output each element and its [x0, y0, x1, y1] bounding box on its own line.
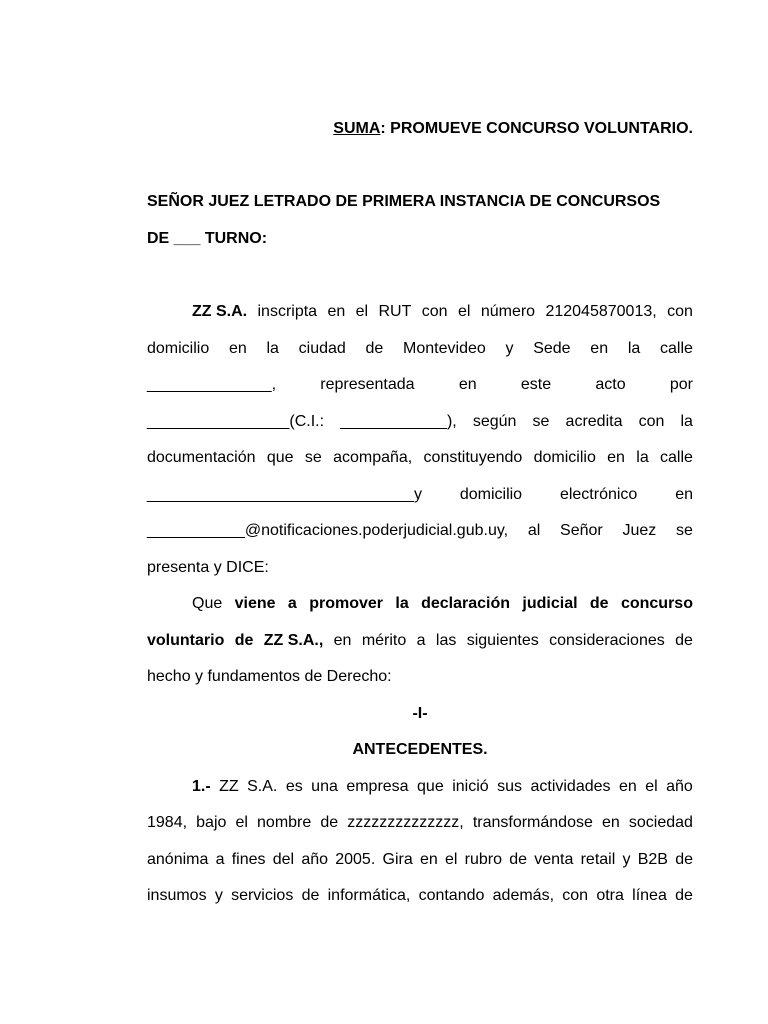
word: número	[480, 303, 536, 320]
word: S.A.	[247, 778, 278, 795]
word: el	[444, 851, 458, 868]
word: en	[607, 449, 625, 466]
word: en	[327, 303, 346, 320]
word: el	[355, 303, 369, 320]
word: año	[666, 778, 693, 795]
word: retail	[580, 851, 616, 868]
word: este	[520, 376, 552, 393]
word: promover	[309, 595, 383, 612]
word: B2B	[637, 851, 668, 868]
word: rubro	[464, 851, 502, 868]
word: servicios	[231, 887, 294, 904]
word: domicilio	[459, 486, 523, 503]
word: ZZ S.A.	[192, 303, 248, 320]
word: la	[680, 413, 693, 430]
word: en	[419, 851, 438, 868]
word: ______________________________y	[147, 486, 422, 503]
word: en	[458, 376, 477, 393]
word: año	[301, 851, 329, 868]
word: zzzzzzzzzzzzzz,	[347, 814, 464, 831]
word: RUT	[378, 303, 412, 320]
word: ____________),	[340, 413, 457, 430]
paragraph-3-line-4	[147, 885, 693, 907]
word: acto	[595, 376, 626, 393]
paragraph-1-line-5	[147, 447, 693, 469]
word: fines	[231, 851, 266, 868]
word: a	[287, 595, 297, 612]
word: ZZ S.A.,	[263, 632, 324, 649]
paragraph-1-line-3	[147, 374, 693, 396]
paragraph-3-line-2	[147, 812, 693, 834]
suma-line	[147, 118, 693, 140]
word: con	[421, 303, 448, 320]
word: contando	[418, 887, 485, 904]
word: en	[228, 340, 247, 357]
word: Juez	[622, 522, 657, 539]
word: nombre	[257, 814, 312, 831]
word: 2005.	[335, 851, 376, 868]
word: de	[675, 887, 693, 904]
word: de	[234, 632, 254, 649]
word: calle	[660, 449, 693, 466]
word: empresa	[346, 778, 409, 795]
word: se	[304, 449, 322, 466]
word: 1984,	[147, 814, 188, 831]
word: y	[505, 340, 514, 357]
paragraph-1-line-7	[147, 520, 693, 542]
word: de	[365, 340, 384, 357]
paragraph-1-line-2	[147, 338, 693, 360]
word: que	[417, 778, 444, 795]
word: con	[638, 413, 665, 430]
word: acredita	[565, 413, 623, 430]
suma-label: SUMA	[333, 120, 381, 137]
word: la	[627, 340, 641, 357]
word: con	[562, 887, 589, 904]
word: mérito	[361, 632, 407, 649]
word: bajo	[196, 814, 227, 831]
word: Señor	[560, 522, 603, 539]
paragraph-1-line-6	[147, 484, 693, 506]
word: actividades	[530, 778, 611, 795]
word: judicial	[522, 595, 578, 612]
word: consideraciones	[549, 632, 665, 649]
paragraph-1-line-8: presenta y DICE:	[147, 559, 269, 576]
word: insumos	[147, 887, 207, 904]
paragraph-2-line-3: hecho y fundamentos de Derecho:	[147, 668, 392, 685]
word: según	[472, 413, 517, 430]
word: anónima	[147, 851, 209, 868]
word: electrónico	[559, 486, 638, 503]
word: ZZ	[219, 778, 239, 795]
word: sus	[497, 778, 523, 795]
word: de	[320, 814, 339, 831]
word: ciudad	[298, 340, 346, 357]
word: documentación	[147, 449, 256, 466]
word: es	[285, 778, 303, 795]
word: línea	[632, 887, 667, 904]
heading-line-2: DE ___ TURNO:	[147, 230, 268, 247]
word: siguientes	[466, 632, 539, 649]
word: Sede	[533, 340, 571, 357]
paragraph-2-line-2	[147, 630, 693, 652]
word: domicilio	[147, 340, 210, 357]
word: que	[266, 449, 294, 466]
word: de	[509, 851, 528, 868]
word: voluntario	[147, 632, 225, 649]
word: domicilio	[533, 449, 596, 466]
paragraph-2-line-1	[192, 593, 693, 615]
word: inscripta	[257, 303, 318, 320]
word: de	[675, 851, 693, 868]
word: sociedad	[628, 814, 693, 831]
word: calle	[659, 340, 693, 357]
section-number: -I-	[412, 705, 428, 722]
word: declaración	[421, 595, 511, 612]
word: informática,	[327, 887, 411, 904]
word: con	[667, 303, 693, 320]
word: el	[457, 303, 471, 320]
paragraph-3-line-3	[147, 849, 693, 871]
word: se	[676, 522, 693, 539]
word: además,	[492, 887, 555, 904]
word: ___________@notificaciones.poderjudicial.gub.uy,	[147, 522, 509, 539]
word: por	[669, 376, 693, 393]
word: constituyendo	[423, 449, 523, 466]
word: ________________(C.I.:	[147, 413, 325, 430]
word: las	[435, 632, 457, 649]
word: inició	[452, 778, 489, 795]
word: otra	[596, 887, 624, 904]
word: Montevideo	[403, 340, 486, 357]
word: la	[266, 340, 279, 357]
word: de	[301, 887, 320, 904]
word: la	[395, 595, 409, 612]
word: y	[214, 887, 223, 904]
word: de	[675, 632, 693, 649]
word: Gira	[382, 851, 413, 868]
word: una	[311, 778, 338, 795]
word: la	[636, 449, 649, 466]
word: concurso	[620, 595, 693, 612]
word: al	[527, 522, 541, 539]
word: Que	[192, 595, 223, 612]
word: transformándose	[472, 814, 593, 831]
word: a	[215, 851, 225, 868]
suma-text: : PROMUEVE CONCURSO VOLUNTARIO.	[380, 120, 693, 137]
word: 1.-	[192, 778, 211, 795]
word: el	[235, 814, 248, 831]
word: viene	[234, 595, 276, 612]
word: a	[416, 632, 426, 649]
section-title: ANTECEDENTES.	[352, 741, 488, 758]
word: el	[645, 778, 658, 795]
word: del	[272, 851, 295, 868]
word: 212045870013,	[545, 303, 657, 320]
word: en	[601, 814, 620, 831]
word: en	[590, 340, 609, 357]
paragraph-1-line-1	[192, 301, 693, 323]
word: venta	[534, 851, 574, 868]
paragraph-1-line-4	[147, 411, 693, 433]
word: acompaña,	[333, 449, 413, 466]
heading-line-1: SEÑOR JUEZ LETRADO DE PRIMERA INSTANCIA DE CONCURSOS	[147, 193, 661, 210]
word: en	[618, 778, 637, 795]
word: en	[675, 486, 693, 503]
word: ______________,	[147, 376, 277, 393]
word: en	[333, 632, 352, 649]
paragraph-3-line-1	[192, 776, 693, 798]
word: de	[589, 595, 609, 612]
word: y	[622, 851, 631, 868]
word: se	[532, 413, 550, 430]
word: representada	[320, 376, 415, 393]
